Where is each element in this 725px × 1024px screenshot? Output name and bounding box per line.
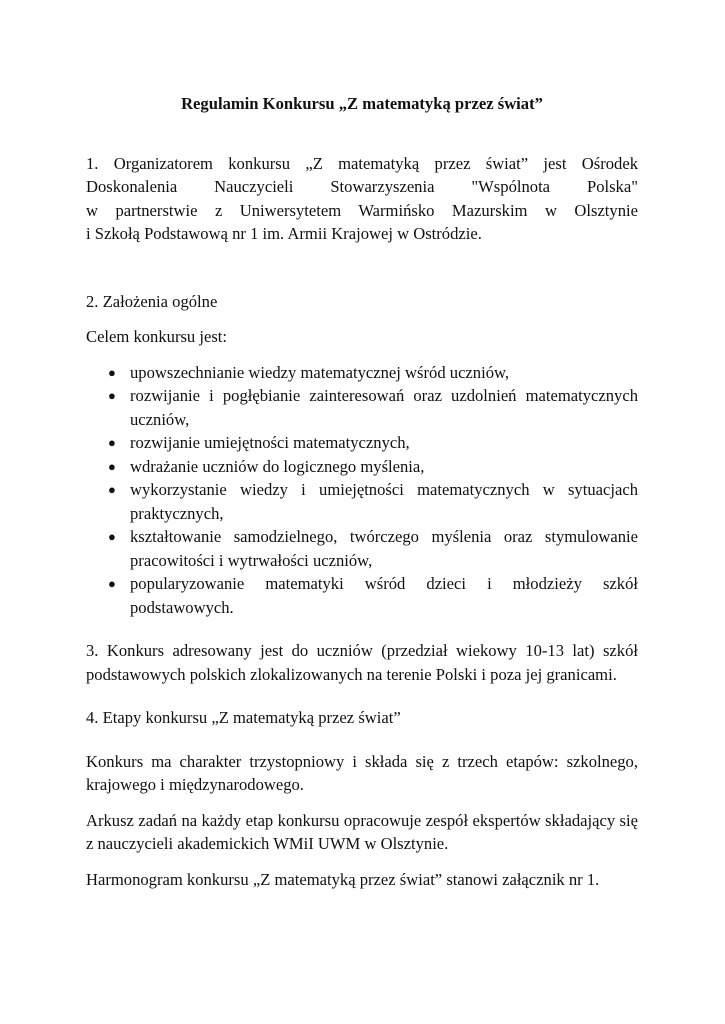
section4-para2: Arkusz zadań na każdy etap konkursu opracowuje zespół ekspertów składający się z nauczycieli akademickich WMiI UWM w Olsztynie.	[86, 810, 638, 853]
section4-heading: 4. Etapy konkursu „Z matematyką przez świat”	[86, 708, 401, 727]
section-audience	[86, 639, 638, 686]
list-item: ● rozwijanie i pogłębianie zainteresowań oraz uzdolnień matematycznych uczniów,	[108, 386, 638, 429]
bullet-icon: ●	[108, 458, 116, 474]
document-page	[86, 92, 638, 891]
list-item: ● kształtowanie samodzielnego, twórczego myślenia oraz stymulowanie pracowitości i wytrwałości uczniów,	[108, 527, 638, 570]
list-item: ● upowszechnianie wiedzy matematycznej wśród uczniów,	[130, 361, 638, 385]
bullet-icon: ●	[108, 576, 116, 591]
list-item: ● wdrażanie uczniów do logicznego myślenia,	[130, 455, 638, 479]
list-item: ● wykorzystanie wiedzy i umiejętności matematycznych w sytuacjach praktycznych,	[108, 480, 638, 523]
section1-line4: i Szkołą Podstawową nr 1 im. Armii Krajowej w Ostródzie.	[86, 224, 482, 243]
section-stages	[86, 706, 638, 891]
bullet-icon: ●	[108, 388, 116, 403]
bullet-icon: ●	[108, 482, 116, 497]
section-organizer	[86, 152, 638, 246]
list-item: ● rozwijanie umiejętności matematycznych,	[130, 431, 638, 455]
section4-para1: Konkurs ma charakter trzystopniowy i składa się z trzech etapów: szkolnego, krajowego i międzynarodowego.	[86, 751, 638, 794]
list-item: ● popularyzowanie matematyki wśród dzieci i młodzieży szkół podstawowych.	[108, 574, 638, 617]
goals-list	[86, 361, 638, 620]
section1-line3: w partnerstwie z Uniwersytetem Warmińsko Mazurskim w Olsztynie	[86, 200, 638, 220]
section-general-assumptions	[86, 290, 638, 620]
document-title: Regulamin Konkursu „Z matematyką przez świat”	[181, 94, 543, 113]
section2-heading: 2. Założenia ogólne	[86, 291, 218, 311]
section1-line1: 1. Organizatorem konkursu „Z matematyką przez świat” jest Ośrodek	[86, 153, 638, 173]
bullet-icon: ●	[108, 435, 116, 450]
section2-intro: Celem konkursu jest:	[86, 327, 228, 346]
section4-para3: Harmonogram konkursu „Z matematyką przez świat” stanowi załącznik nr 1.	[86, 869, 600, 889]
section3-text: 3. Konkurs adresowany jest do uczniów (przedział wiekowy 10-13 lat) szkół podstawowych polskich zlokalizowanych na terenie Polski i poza jej granicami.	[86, 641, 638, 684]
bullet-icon: ●	[108, 364, 116, 380]
section1-line2: Doskonalenia Nauczycieli Stowarzyszenia "Wspólnota Polska"	[86, 177, 638, 196]
bullet-icon: ●	[108, 529, 116, 544]
